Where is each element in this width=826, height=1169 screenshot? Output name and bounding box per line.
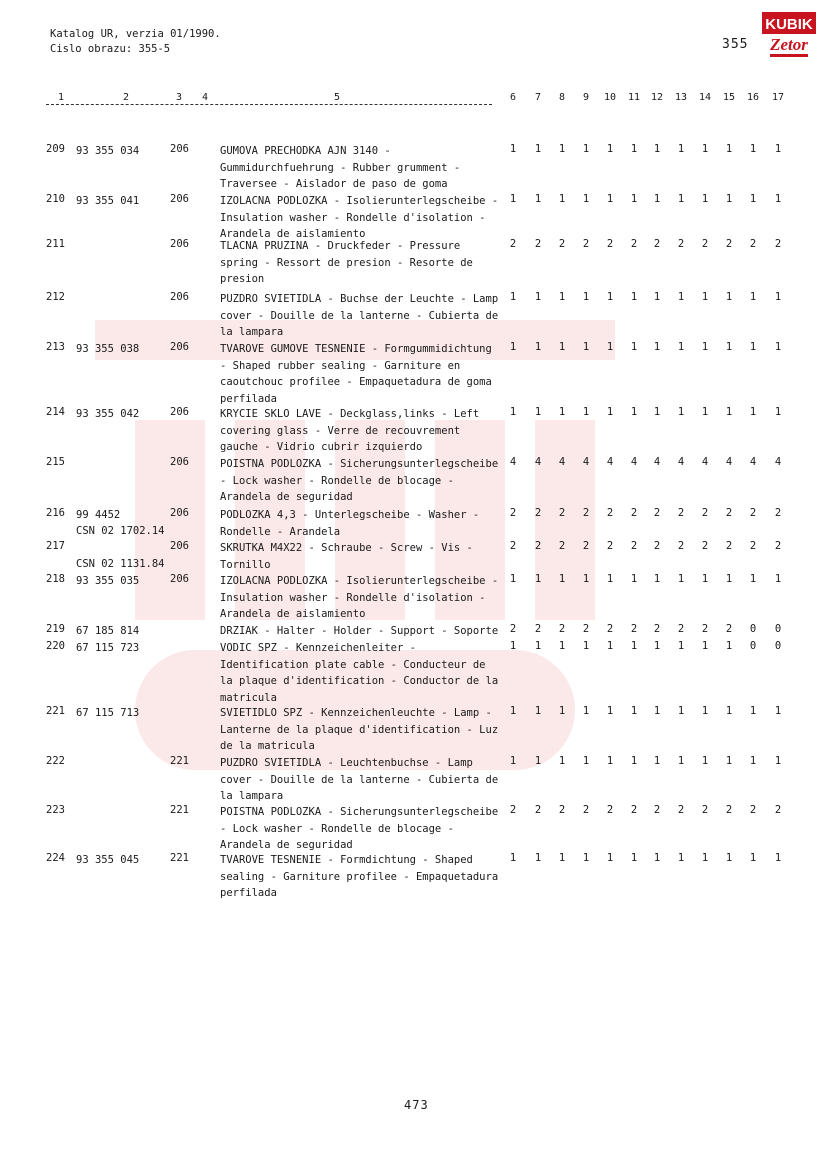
quantity-cell: 2 [630,238,638,250]
quantity-cell: 1 [509,705,517,717]
quantity-cell: 2 [749,507,757,519]
quantity-cell: 1 [582,852,590,864]
quantity-cell: 1 [534,291,542,303]
reference-figure: 221 [170,852,189,864]
qty-col-header: 12 [650,92,664,103]
quantity-cell: 1 [749,406,757,418]
part-number: 93 355 035 [76,575,140,587]
quantity-cell: 1 [749,143,757,155]
position-number: 219 [46,623,65,635]
quantity-cell: 1 [534,852,542,864]
quantity-cell: 2 [558,540,566,552]
quantity-cell: 1 [701,341,709,353]
quantity-cell: 1 [606,341,614,353]
position-number: 212 [46,291,65,303]
reference-figure: 221 [170,804,189,816]
part-description: IZOLACNA PODLOZKA - Isolierunterlegscheibe - Insulation washer - Rondelle d'isolation - Arandela de aislamiento [220,195,499,241]
part-description: POISTNA PODLOZKA - Sicherungsunterlegscheibe - Lock washer - Rondelle de blocage - Arandela de seguridad [220,806,499,852]
quantity-cell: 1 [630,852,638,864]
quantity-cell: 1 [749,193,757,205]
quantity-cell: 2 [582,804,590,816]
quantity-cell: 2 [774,540,782,552]
quantity-cell: 1 [509,640,517,652]
quantity-cell: 1 [774,573,782,585]
part-description: POISTNA PODLOZKA - Sicherungsunterlegscheibe - Lock washer - Rondelle de blocage - Arandela de seguridad [220,458,499,504]
quantity-cell: 1 [677,573,685,585]
quantity-cell: 1 [509,291,517,303]
quantity-cell: 1 [582,143,590,155]
quantity-cell: 2 [558,623,566,635]
svg-text:Zetor: Zetor [770,35,808,54]
quantity-cell: 1 [630,640,638,652]
reference-figure: 206 [170,341,189,353]
quantity-cell: 1 [701,291,709,303]
col-header-1: 1 [58,92,65,103]
reference-figure: 206 [170,143,189,155]
quantity-cell: 1 [606,291,614,303]
part-description: DRZIAK - Halter - Holder - Support - Soporte [220,625,499,637]
quantity-cell: 2 [509,623,517,635]
quantity-cell: 1 [558,640,566,652]
quantity-cell: 2 [582,507,590,519]
quantity-cell: 2 [582,623,590,635]
quantity-cell: 2 [725,540,733,552]
quantity-cell: 1 [534,143,542,155]
quantity-cell: 4 [701,456,709,468]
quantity-cell: 2 [677,238,685,250]
quantity-cell: 1 [509,573,517,585]
qty-col-header: 13 [674,92,688,103]
part-number: 67 185 814 [76,625,140,637]
qty-col-header: 15 [722,92,736,103]
quantity-cell: 1 [558,573,566,585]
qty-col-header: 11 [627,92,641,103]
quantity-cell: 1 [653,705,661,717]
quantity-cell: 0 [749,623,757,635]
qty-col-header: 17 [771,92,785,103]
quantity-cell: 1 [677,291,685,303]
quantity-cell: 2 [558,507,566,519]
quantity-cell: 1 [630,291,638,303]
quantity-cell: 4 [509,456,517,468]
quantity-cell: 2 [749,804,757,816]
quantity-cell: 1 [677,406,685,418]
part-description: SKRUTKA M4X22 - Schraube - Screw - Vis - Tornillo [220,542,473,571]
quantity-cell: 1 [509,193,517,205]
qty-col-header: 8 [558,92,566,103]
quantity-cell: 1 [653,291,661,303]
part-description: SVIETIDLO SPZ - Kennzeichenleuchte - Lamp - Lanterne de la plaque d'identification - Luz de la matricula [220,707,499,753]
page-number: 473 [404,1098,429,1112]
quantity-cell: 1 [558,406,566,418]
col-header-5: 5 [334,92,341,103]
quantity-cell: 1 [677,193,685,205]
quantity-cell: 4 [534,456,542,468]
quantity-cell: 2 [701,623,709,635]
quantity-cell: 1 [653,755,661,767]
reference-figure: 206 [170,456,189,468]
quantity-cell: 1 [749,341,757,353]
catalog-version: Katalog UR, verzia 01/1990. [50,28,221,40]
quantity-cell: 1 [653,640,661,652]
quantity-cell: 1 [774,143,782,155]
quantity-cell: 1 [749,755,757,767]
part-number: 93 355 041 [76,195,140,207]
quantity-cell: 1 [630,193,638,205]
quantity-cell: 1 [509,852,517,864]
quantity-cell: 2 [606,238,614,250]
quantity-cell: 1 [534,406,542,418]
position-number: 217 [46,540,65,552]
quantity-cell: 2 [725,238,733,250]
quantity-cell: 1 [558,193,566,205]
quantity-cell: 1 [630,406,638,418]
quantity-cell: 1 [582,406,590,418]
quantity-cell: 1 [509,755,517,767]
position-number: 215 [46,456,65,468]
quantity-cell: 2 [606,804,614,816]
quantity-cell: 2 [534,540,542,552]
quantity-cell: 1 [653,143,661,155]
quantity-cell: 1 [558,755,566,767]
quantity-cell: 2 [558,238,566,250]
quantity-cell: 2 [630,623,638,635]
quantity-cell: 1 [534,640,542,652]
quantity-cell: 1 [749,573,757,585]
position-number: 218 [46,573,65,585]
quantity-cell: 1 [653,193,661,205]
quantity-cell: 2 [582,238,590,250]
quantity-cell: 2 [653,238,661,250]
part-description: PUZDRO SVIETIDLA - Leuchtenbuchse - Lamp cover - Douille de la lanterne - Cubierta de la lampara [220,757,499,803]
quantity-cell: 0 [774,640,782,652]
quantity-cell: 2 [653,540,661,552]
quantity-cell: 1 [725,193,733,205]
quantity-cell: 1 [558,143,566,155]
part-number: 99 4452 CSN 02 1702.14 [76,509,165,537]
reference-figure: 206 [170,193,189,205]
quantity-cell: 1 [653,852,661,864]
header-rule [46,104,492,105]
reference-figure: 206 [170,291,189,303]
quantity-cell: 2 [774,804,782,816]
quantity-cell: 1 [558,341,566,353]
quantity-cell: 4 [677,456,685,468]
quantity-cell: 1 [606,755,614,767]
reference-figure: 206 [170,238,189,250]
position-number: 220 [46,640,65,652]
quantity-cell: 1 [582,193,590,205]
reference-figure: 206 [170,540,189,552]
quantity-cell: 1 [725,573,733,585]
quantity-cell: 1 [725,341,733,353]
reference-figure: 206 [170,573,189,585]
quantity-cell: 2 [653,804,661,816]
quantity-cell: 4 [725,456,733,468]
quantity-cell: 1 [582,640,590,652]
reference-figure: 221 [170,755,189,767]
part-description: KRYCIE SKLO LAVE - Deckglass,links - Left covering glass - Verre de recouvrement gauche - Vidrio cubrir izquierdo [220,408,480,454]
quantity-cell: 4 [630,456,638,468]
qty-col-header: 9 [582,92,590,103]
quantity-cell: 2 [509,238,517,250]
quantity-cell: 4 [558,456,566,468]
quantity-cell: 2 [558,804,566,816]
part-number: 67 115 713 [76,707,140,719]
quantity-cell: 1 [701,640,709,652]
position-number: 214 [46,406,65,418]
quantity-cell: 2 [653,507,661,519]
kubik-zetor-logo [762,12,816,62]
quantity-cell: 1 [606,406,614,418]
quantity-cell: 1 [677,755,685,767]
quantity-cell: 1 [606,573,614,585]
part-number: CSN 02 1131.84 [76,558,165,570]
quantity-cell: 2 [606,507,614,519]
quantity-cell: 1 [509,341,517,353]
page-group-number: 355 [722,37,749,52]
svg-text:KUBIK: KUBIK [765,16,813,33]
quantity-cell: 2 [677,507,685,519]
position-number: 209 [46,143,65,155]
quantity-cell: 2 [630,804,638,816]
quantity-cell: 1 [653,341,661,353]
quantity-cell: 1 [606,143,614,155]
quantity-cell: 4 [774,456,782,468]
quantity-cell: 1 [582,341,590,353]
quantity-cell: 1 [725,755,733,767]
part-description: TVAROVE GUMOVE TESNENIE - Formgummidichtung - Shaped rubber sealing - Garniture en caoutchouc profilee - Empaquetadura de goma perfilada [220,343,492,405]
quantity-cell: 1 [701,193,709,205]
quantity-cell: 2 [606,540,614,552]
quantity-cell: 2 [509,804,517,816]
position-number: 223 [46,804,65,816]
qty-col-header: 7 [534,92,542,103]
quantity-cell: 4 [582,456,590,468]
quantity-cell: 1 [774,341,782,353]
quantity-cell: 2 [630,507,638,519]
quantity-cell: 1 [774,755,782,767]
quantity-cell: 1 [582,705,590,717]
quantity-cell: 1 [582,573,590,585]
quantity-cell: 1 [725,705,733,717]
qty-col-header: 6 [509,92,517,103]
quantity-cell: 2 [509,540,517,552]
quantity-cell: 1 [582,755,590,767]
quantity-cell: 1 [630,705,638,717]
quantity-cell: 1 [701,143,709,155]
qty-col-header: 14 [698,92,712,103]
part-description: TVAROVE TESNENIE - Formdichtung - Shaped sealing - Garniture profilee - Empaquetadura perfilada [220,854,499,900]
quantity-cell: 1 [725,406,733,418]
quantity-cell: 1 [774,291,782,303]
quantity-cell: 1 [749,291,757,303]
quantity-cell: 1 [558,291,566,303]
quantity-cell: 4 [653,456,661,468]
quantity-cell: 1 [725,852,733,864]
quantity-cell: 1 [534,573,542,585]
quantity-cell: 4 [749,456,757,468]
quantity-cell: 1 [534,755,542,767]
quantity-cell: 1 [774,705,782,717]
quantity-cell: 2 [725,507,733,519]
quantity-cell: 2 [725,804,733,816]
col-header-4: 4 [202,92,209,103]
quantity-cell: 2 [677,540,685,552]
quantity-cell: 2 [534,804,542,816]
quantity-cell: 2 [701,238,709,250]
quantity-cell: 1 [774,406,782,418]
reference-figure: 206 [170,406,189,418]
part-number: 93 355 042 [76,408,140,420]
quantity-cell: 1 [534,705,542,717]
quantity-cell: 2 [630,540,638,552]
position-number: 210 [46,193,65,205]
quantity-cell: 1 [653,406,661,418]
reference-figure: 206 [170,507,189,519]
quantity-cell: 1 [749,705,757,717]
quantity-cell: 1 [582,291,590,303]
quantity-cell: 1 [630,755,638,767]
quantity-cell: 1 [534,193,542,205]
quantity-cell: 1 [677,341,685,353]
quantity-cell: 2 [701,804,709,816]
quantity-cell: 1 [701,573,709,585]
quantity-cell: 2 [606,623,614,635]
quantity-cell: 2 [749,540,757,552]
position-number: 213 [46,341,65,353]
quantity-cell: 1 [774,193,782,205]
quantity-cell: 0 [774,623,782,635]
quantity-cell: 1 [606,640,614,652]
quantity-cell: 2 [725,623,733,635]
quantity-cell: 1 [509,406,517,418]
quantity-cell: 1 [630,573,638,585]
quantity-cell: 1 [749,852,757,864]
quantity-cell: 1 [630,143,638,155]
quantity-cell: 1 [558,705,566,717]
quantity-cell: 2 [534,623,542,635]
quantity-cell: 1 [725,143,733,155]
quantity-cell: 1 [701,705,709,717]
part-description: PUZDRO SVIETIDLA - Buchse der Leuchte - Lamp cover - Douille de la lanterne - Cubierta de la lampara [220,293,499,339]
col-header-2: 2 [123,92,130,103]
quantity-cell: 1 [677,143,685,155]
quantity-cell: 1 [677,852,685,864]
quantity-cell: 1 [701,755,709,767]
part-description: TLACNA PRUZINA - Druckfeder - Pressure spring - Ressort de presion - Resorte de presion [220,240,473,286]
part-number: 67 115 723 [76,642,140,654]
quantity-cell: 1 [534,341,542,353]
quantity-cell: 2 [677,804,685,816]
quantity-cell: 1 [774,852,782,864]
part-number: 93 355 034 [76,145,140,157]
part-number: 93 355 045 [76,854,140,866]
qty-col-header: 16 [746,92,760,103]
quantity-cell: 1 [725,640,733,652]
quantity-cell: 0 [749,640,757,652]
quantity-cell: 4 [606,456,614,468]
quantity-cell: 1 [606,705,614,717]
part-number: 93 355 038 [76,343,140,355]
quantity-cell: 1 [677,640,685,652]
quantity-cell: 1 [558,852,566,864]
quantity-cell: 1 [701,406,709,418]
quantity-cell: 2 [677,623,685,635]
quantity-cell: 2 [653,623,661,635]
quantity-cell: 1 [509,143,517,155]
quantity-cell: 1 [677,705,685,717]
quantity-cell: 2 [749,238,757,250]
qty-col-header: 10 [603,92,617,103]
position-number: 221 [46,705,65,717]
quantity-cell: 1 [606,193,614,205]
position-number: 216 [46,507,65,519]
quantity-cell: 1 [606,852,614,864]
quantity-cell: 2 [701,540,709,552]
quantity-cell: 2 [534,507,542,519]
part-description: PODLOZKA 4,3 - Unterlegscheibe - Washer - Rondelle - Arandela [220,509,480,538]
quantity-cell: 2 [509,507,517,519]
quantity-cell: 2 [774,507,782,519]
quantity-cell: 1 [653,573,661,585]
quantity-cell: 1 [630,341,638,353]
quantity-cell: 1 [725,291,733,303]
part-description: GUMOVA PRECHODKA AJN 3140 - Gummidurchfuehrung - Rubber grumment - Traversee - Aislador de paso de goma [220,145,461,191]
quantity-cell: 2 [534,238,542,250]
quantity-cell: 2 [701,507,709,519]
quantity-cell: 1 [701,852,709,864]
figure-number: Cislo obrazu: 355-5 [50,43,171,55]
quantity-cell: 2 [582,540,590,552]
part-description: VODIC SPZ - Kennzeichenleiter - Identification plate cable - Conducteur de la plaque d'identification - Conductor de la matricula [220,642,499,704]
position-number: 222 [46,755,65,767]
part-description: IZOLACNA PODLOZKA - Isolierunterlegscheibe - Insulation washer - Rondelle d'isolation - Arandela de aislamiento [220,575,499,621]
col-header-3: 3 [176,92,183,103]
position-number: 224 [46,852,65,864]
quantity-cell: 2 [774,238,782,250]
position-number: 211 [46,238,65,250]
